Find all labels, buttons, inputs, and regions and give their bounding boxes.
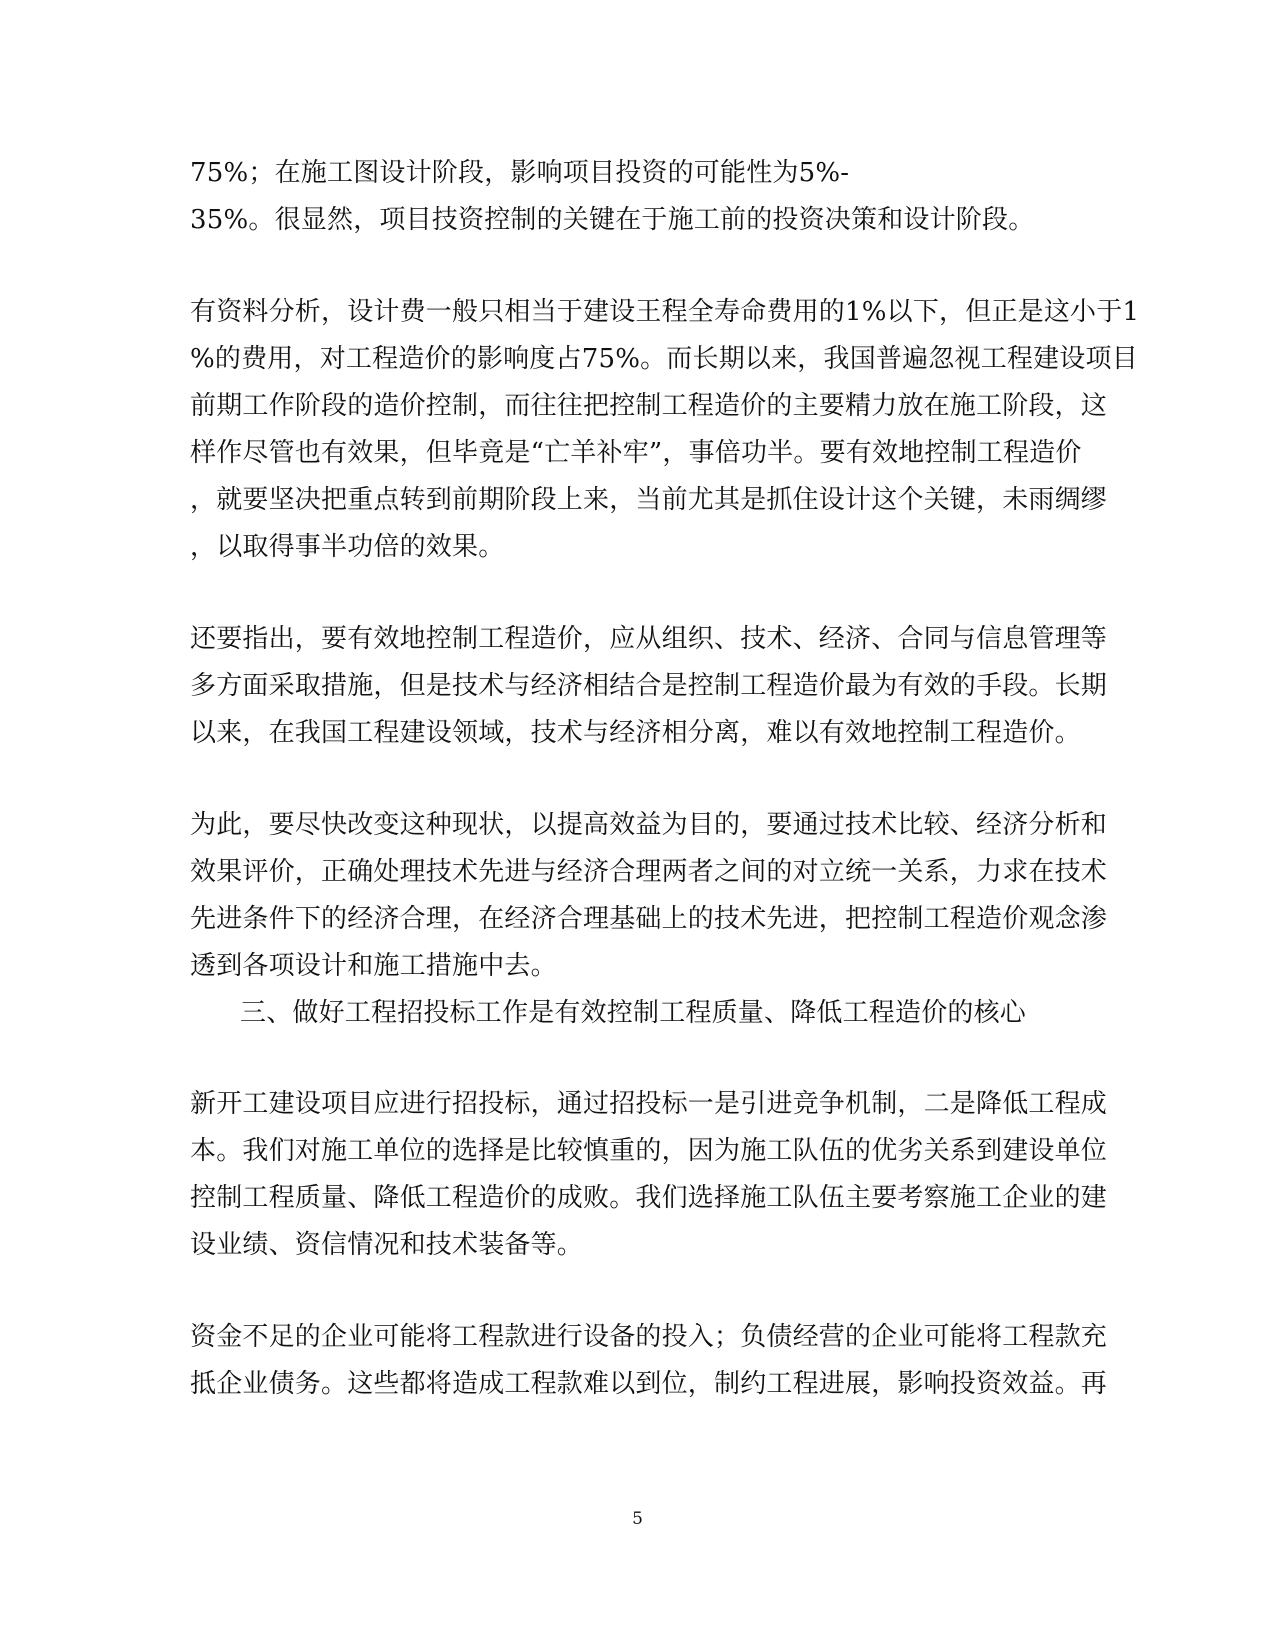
text-line: 前期工作阶段的造价控制，而往往把控制工程造价的主要精力放在施工阶段，这 bbox=[190, 391, 1108, 421]
text-line: %的费用，对工程造价的影响度占75%。而长期以来，我国普遍忽视工程建设项目 bbox=[190, 344, 1138, 374]
page-number: 5 bbox=[632, 1509, 643, 1529]
text-line: 设业绩、资信情况和技术装备等。 bbox=[190, 1230, 584, 1260]
text-line: ，以取得事半功倍的效果。 bbox=[190, 532, 505, 562]
text-line: 先进条件下的经济合理，在经济合理基础上的技术先进，把控制工程造价观念渗 bbox=[190, 904, 1108, 934]
text-line: 新开工建设项目应进行招投标，通过招投标一是引进竞争机制，二是降低工程成 bbox=[190, 1089, 1108, 1119]
text-line: 本。我们对施工单位的选择是比较慎重的，因为施工队伍的优劣关系到建设单位 bbox=[190, 1136, 1108, 1166]
text-line: 有资料分析，设计费一般只相当于建设王程全寿命费用的1%以下，但正是这小于1 bbox=[190, 297, 1140, 327]
text-line: 以来，在我国工程建设领域，技术与经济相分离，难以有效地控制工程造价。 bbox=[190, 718, 1081, 748]
text-line: 样作尽管也有效果，但毕竟是“亡羊补牢”，事倍功半。要有效地控制工程造价 bbox=[190, 438, 1082, 468]
text-line: 抵企业债务。这些都将造成工程款难以到位，制约工程进展，影响投资效益。再 bbox=[190, 1369, 1108, 1399]
text-line: 资金不足的企业可能将工程款进行设备的投入；负债经营的企业可能将工程款充 bbox=[190, 1322, 1108, 1352]
text-line: 控制工程质量、降低工程造价的成败。我们选择施工队伍主要考察施工企业的建 bbox=[190, 1183, 1108, 1213]
text-line: 多方面采取措施，但是技术与经济相结合是控制工程造价最为有效的手段。长期 bbox=[190, 671, 1108, 701]
text-line: 为此，要尽快改变这种现状，以提高效益为目的，要通过技术比较、经济分析和 bbox=[190, 810, 1108, 840]
text-line: 还要指出，要有效地控制工程造价，应从组织、技术、经济、合同与信息管理等 bbox=[190, 624, 1108, 654]
text-line: 效果评价，正确处理技术先进与经济合理两者之间的对立统一关系，力求在技术 bbox=[190, 857, 1108, 887]
text-line: 75%；在施工图设计阶段，影响项目投资的可能性为5%- bbox=[190, 158, 850, 188]
text-line: 透到各项设计和施工措施中去。 bbox=[190, 951, 557, 981]
section-heading: 三、做好工程招投标工作是有效控制工程质量、降低工程造价的核心 bbox=[240, 998, 1027, 1028]
text-line: ，就要坚决把重点转到前期阶段上来，当前尤其是抓住设计这个关键，未雨绸缪 bbox=[190, 485, 1108, 515]
text-line: 35%。很显然，项目技资控制的关键在于施工前的投资决策和设计阶段。 bbox=[190, 205, 1035, 235]
